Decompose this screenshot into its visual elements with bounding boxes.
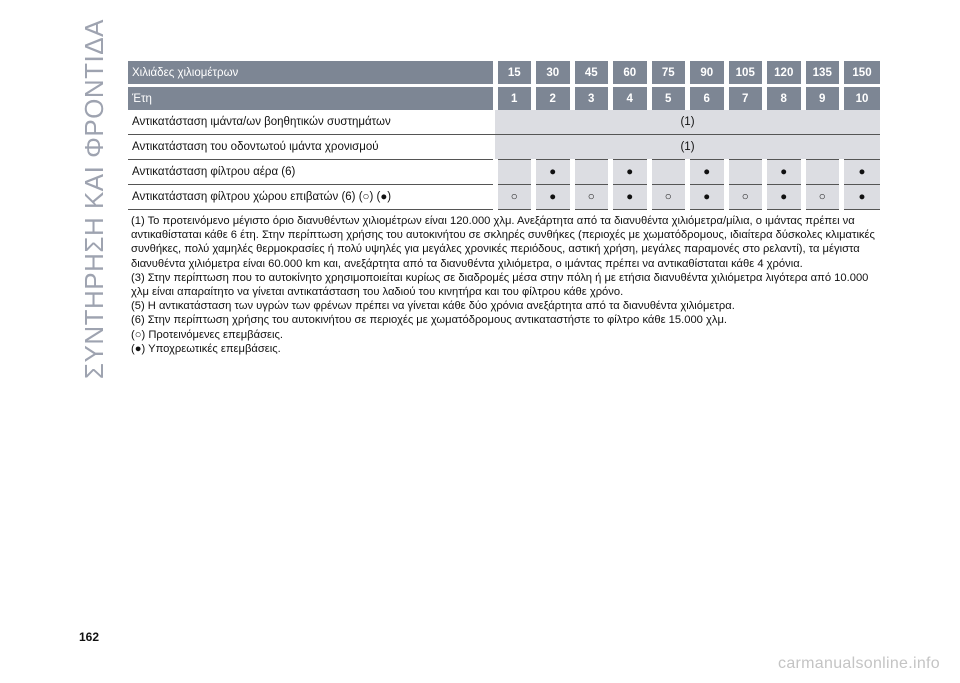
section-title-vertical xyxy=(72,18,116,380)
km-header-cell: 150 xyxy=(842,61,881,86)
row-note-span: (1) xyxy=(495,110,880,135)
footnotes xyxy=(131,214,883,356)
schedule-cell xyxy=(726,160,765,185)
km-header-label: Χιλιάδες χιλιομέτρων xyxy=(128,61,495,86)
km-header-cell: 105 xyxy=(726,61,765,86)
year-header-cell: 10 xyxy=(842,86,881,111)
row-label: Αντικατάσταση φίλτρου χώρου επιβατών (6) (○) (●) xyxy=(128,185,495,210)
table-row xyxy=(128,135,880,160)
km-header-cell: 90 xyxy=(688,61,727,86)
schedule-cell: ● xyxy=(765,160,804,185)
schedule-cell xyxy=(649,160,688,185)
years-header-row xyxy=(128,86,880,111)
footnote: (5) Η αντικατάσταση των υγρών των φρένων πρέπει να γίνεται κάθε δύο χρόνια ανεξάρτητα από τα διανυθέντα χιλιόμετρα. xyxy=(131,300,735,313)
km-header-cell: 60 xyxy=(611,61,650,86)
km-header-cell: 30 xyxy=(534,61,573,86)
km-header-cell: 120 xyxy=(765,61,804,86)
year-header-cell: 6 xyxy=(688,86,727,111)
year-header-cell: 4 xyxy=(611,86,650,111)
table-row xyxy=(128,160,880,185)
row-label: Αντικατάσταση φίλτρου αέρα (6) xyxy=(128,160,495,185)
row-label: Αντικατάσταση του οδοντωτού ιμάντα χρονισμού xyxy=(128,135,495,160)
row-label: Αντικατάσταση ιμάντα/ων βοηθητικών συστημάτων xyxy=(128,110,495,135)
watermark: carmanualsonline.info xyxy=(778,655,940,672)
schedule-cell: ○ xyxy=(803,185,842,210)
section-title-text: ΣΥΝΤΗΡΗΣΗ ΚΑΙ ΦΡΟΝΤΙΔΑ xyxy=(78,18,109,380)
row-note-span: (1) xyxy=(495,135,880,160)
footnote-legend-mandatory: (●) Υποχρεωτικές επεμβάσεις. xyxy=(131,342,281,355)
year-header-cell: 9 xyxy=(803,86,842,111)
year-header-cell: 2 xyxy=(534,86,573,111)
year-header-cell: 5 xyxy=(649,86,688,111)
schedule-cell: ● xyxy=(611,185,650,210)
schedule-cell: ○ xyxy=(649,185,688,210)
schedule-cell: ● xyxy=(534,185,573,210)
schedule-cell: ○ xyxy=(726,185,765,210)
schedule-cell: ● xyxy=(534,160,573,185)
schedule-cell: ○ xyxy=(495,185,534,210)
years-header-label: Έτη xyxy=(128,86,495,111)
page-number: 162 xyxy=(79,630,100,644)
year-header-cell: 7 xyxy=(726,86,765,111)
schedule-cell: ● xyxy=(688,160,727,185)
schedule-cell: ● xyxy=(842,160,881,185)
km-header-cell: 135 xyxy=(803,61,842,86)
schedule-cell xyxy=(495,160,534,185)
schedule-cell: ● xyxy=(611,160,650,185)
schedule-cell: ● xyxy=(842,185,881,210)
schedule-cell: ● xyxy=(688,185,727,210)
schedule-cell: ● xyxy=(765,185,804,210)
footnote: (6) Στην περίπτωση χρήσης του αυτοκινήτου σε περιοχές με χωματόδρομους αντικαταστήστε το φίλτρο κάθε 15.000 χλμ. xyxy=(131,314,728,327)
footnote: (3) Στην περίπτωση που το αυτοκίνητο χρησιμοποιείται κυρίως σε διαδρομές μέσα στην πόλη ή με ετήσια διανυθέντα χιλιόμετρα λιγότερα από 10.000 χλμ είναι απαραίτητο να γίνεται αντικατάσταση του λαδιού του κινητήρα και του φίλτρου κάθε χρόνο. xyxy=(131,271,869,299)
maintenance-schedule-table xyxy=(128,61,880,210)
km-header-row xyxy=(128,61,880,86)
table-row xyxy=(128,185,880,210)
year-header-cell: 8 xyxy=(765,86,804,111)
footnote-legend-recommended: (○) Προτεινόμενες επεμβάσεις. xyxy=(131,328,283,341)
footnote: (1) Το προτεινόμενο μέγιστο όριο διανυθέντων χιλιομέτρων είναι 120.000 χλμ. Ανεξάρτητα από τα διανυθέντα χιλιόμετρα/μίλια, ο ιμάντας πρέπει να αντικαθίσταται κάθε 6 έτη. Στην περίπτωση χρήσης του αυτοκινήτου σε σκληρές συνθήκες (περιοχές με χωματόδρομους, ιδιαίτερα δύσκολες κλιματικές συνθήκες, πολύ χαμηλές θερμοκρασίες ή πολύ υψηλές για μεγάλες χρονικές περιόδους, αστική χρήση, μεγάλες παραμονές στο ρελαντί), τα μέγιστα διανυθέντα χιλιόμετρα είναι 60.000 km και, ανεξάρτητα από τα διανυθέντα χιλιόμετρα, ο ιμάντας πρέπει να αντικαθίσταται κάθε 4 χρόνια. xyxy=(131,215,875,270)
schedule-cell xyxy=(572,160,611,185)
km-header-cell: 15 xyxy=(495,61,534,86)
km-header-cell: 75 xyxy=(649,61,688,86)
year-header-cell: 1 xyxy=(495,86,534,111)
year-header-cell: 3 xyxy=(572,86,611,111)
schedule-cell xyxy=(803,160,842,185)
schedule-cell: ○ xyxy=(572,185,611,210)
table-row xyxy=(128,110,880,135)
km-header-cell: 45 xyxy=(572,61,611,86)
